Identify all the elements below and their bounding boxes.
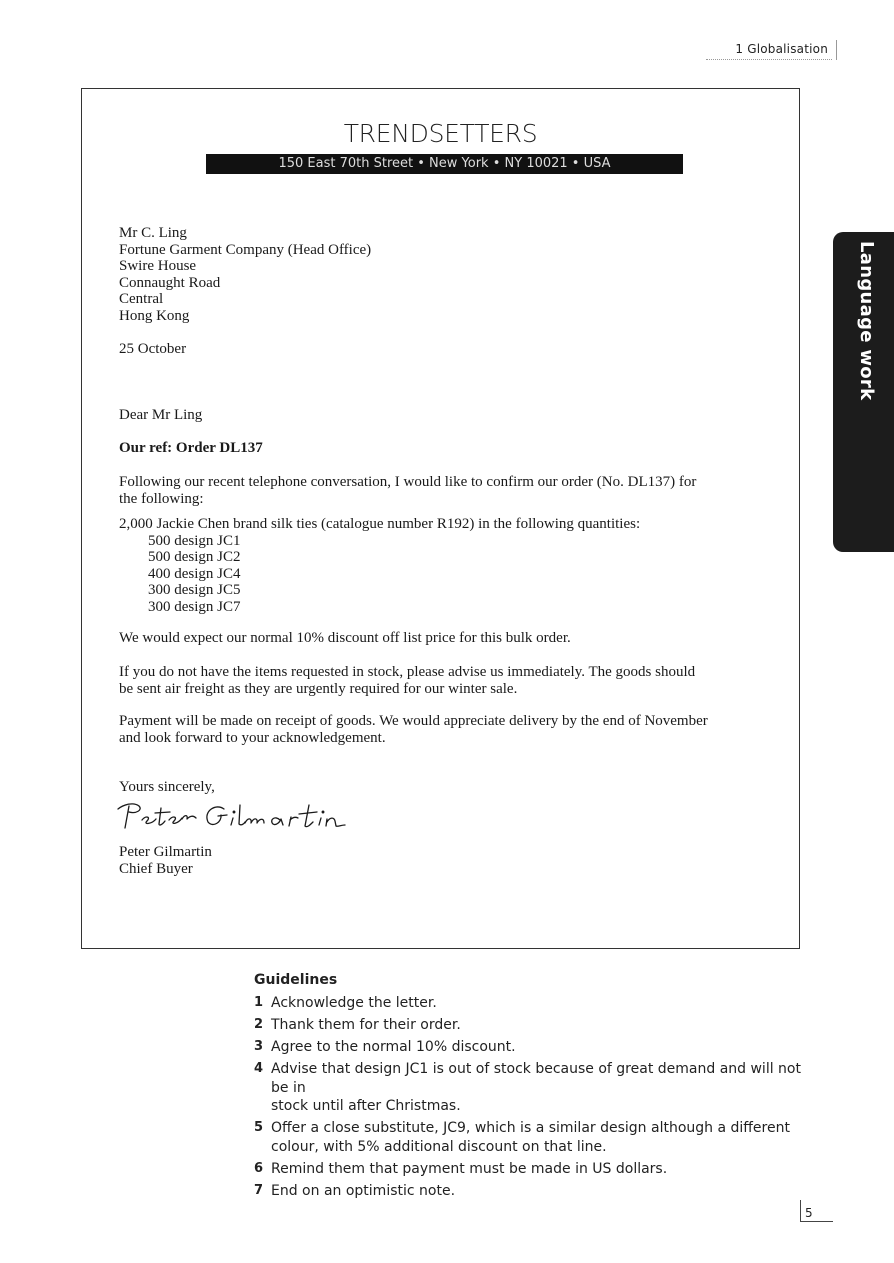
quantity-line: 300 design JC7 (148, 598, 241, 615)
guideline-item (254, 1016, 801, 1035)
paragraph-line: and look forward to your acknowledgement. (119, 729, 386, 746)
guideline-number: 7 (254, 1182, 264, 1198)
guidelines-title: Guidelines (254, 972, 338, 988)
guideline-item (254, 1119, 801, 1156)
recipient-line: Swire House (119, 258, 197, 274)
order-line: 2,000 Jackie Chen brand silk ties (catalogue number R192) in the following quantities: (119, 516, 641, 532)
letterhead-address: 150 East 70th Street • New York • NY 10021 • USA (206, 154, 683, 174)
recipient-line: Connaught Road (119, 274, 221, 291)
letter (81, 88, 800, 949)
quantity-line: 400 design JC4 (148, 565, 241, 582)
section-tab (833, 232, 894, 552)
paragraph-line: the following: (119, 490, 204, 507)
salutation: Dear Mr Ling (119, 407, 203, 423)
guideline-text: Agree to the normal 10% discount. (271, 1039, 516, 1055)
paragraph-confirmation (119, 474, 696, 507)
paragraph-line: Payment will be made on receipt of goods. We would appreciate delivery by the end of November (119, 713, 708, 729)
guideline-number: 3 (254, 1039, 264, 1054)
header-bracket (832, 40, 837, 60)
guideline-text: stock until after Christmas. (271, 1098, 461, 1114)
guidelines (254, 972, 801, 1204)
guideline-number: 4 (254, 1061, 264, 1076)
order-list (119, 516, 640, 615)
quantity-line: 500 design JC2 (148, 549, 241, 565)
guideline-text: End on an optimistic note. (271, 1182, 456, 1199)
guideline-text: Offer a close substitute, JC9, which is a similar design although a different (271, 1120, 790, 1136)
guideline-text: colour, with 5% additional discount on that line. (271, 1138, 607, 1155)
paragraph-payment (119, 713, 708, 746)
paragraph-line: If you do not have the items requested in stock, please advise us immediately. The goods should (119, 664, 696, 680)
guideline-item (254, 1038, 801, 1057)
section-tab-label: Language work (856, 241, 877, 401)
running-header: 1 Globalisation (735, 42, 828, 56)
signer-title: Chief Buyer (119, 860, 193, 877)
letter-date: 25 October (119, 341, 187, 357)
page-number: 5 (800, 1200, 833, 1222)
paragraph-stock (119, 664, 695, 697)
quantity-line: 300 design JC5 (148, 582, 241, 598)
recipient-line: Hong Kong (119, 307, 190, 324)
guideline-text: Thank them for their order. (271, 1017, 461, 1033)
guideline-number: 5 (254, 1120, 264, 1135)
guideline-item (254, 1060, 801, 1116)
header-rule (706, 59, 832, 60)
handwritten-signature (112, 797, 352, 833)
letterhead-company: TRENDSETTERS (343, 119, 538, 148)
paragraph-line: Following our recent telephone conversation, I would like to confirm our order (No. DL137) for (119, 474, 697, 490)
recipient-line: Central (119, 291, 164, 307)
recipient-line: Fortune Garment Company (Head Office) (119, 241, 372, 258)
paragraph-discount: We would expect our normal 10% discount off list price for this bulk order. (119, 630, 571, 646)
signer-name: Peter Gilmartin (119, 844, 212, 860)
guideline-item (254, 1160, 801, 1179)
guideline-item (254, 994, 801, 1013)
guideline-item (254, 1182, 801, 1201)
paragraph-line: be sent air freight as they are urgently required for our winter sale. (119, 680, 518, 697)
guideline-text: Acknowledge the letter. (271, 995, 437, 1011)
closing: Yours sincerely, (119, 779, 215, 795)
order-reference: Our ref: Order DL137 (119, 440, 263, 456)
signature-block (119, 844, 212, 877)
guideline-text: Advise that design JC1 is out of stock because of great demand and will not be in (271, 1061, 801, 1096)
guideline-number: 2 (254, 1017, 264, 1032)
guideline-number: 1 (254, 995, 264, 1010)
guideline-text: Remind them that payment must be made in US dollars. (271, 1160, 668, 1177)
guideline-number: 6 (254, 1160, 264, 1176)
recipient-block (119, 225, 371, 324)
recipient-line: Mr C. Ling (119, 225, 187, 241)
quantity-line: 500 design JC1 (148, 532, 241, 549)
